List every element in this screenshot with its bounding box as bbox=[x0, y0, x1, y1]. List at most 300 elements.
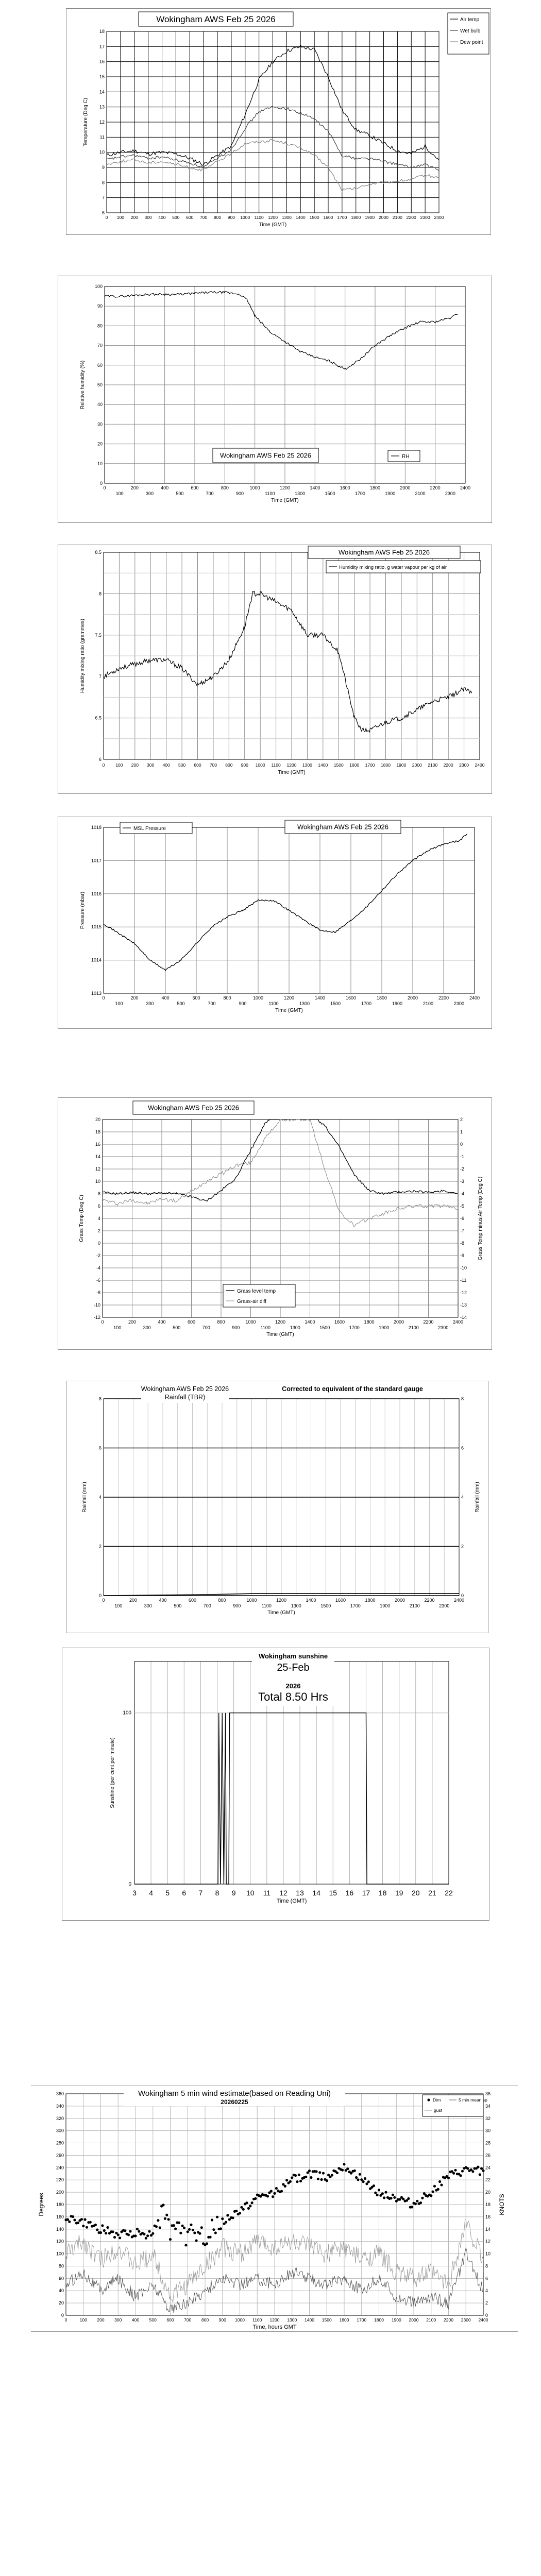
chart-title: Wokingham AWS Feb 25 2026 bbox=[156, 14, 276, 24]
x-tick-label-minor: 900 bbox=[233, 1603, 241, 1608]
direction-point bbox=[438, 2180, 441, 2183]
direction-point bbox=[235, 2210, 238, 2212]
y-axis-label: Relative humidity (%) bbox=[80, 360, 86, 410]
x-tick-label-minor: 900 bbox=[239, 1001, 247, 1006]
y-tick-label-right: 0 bbox=[461, 1593, 464, 1598]
rh-chart bbox=[58, 276, 492, 522]
x-tick-label-minor: 1100 bbox=[260, 1325, 270, 1330]
x-axis-label: Time (GMT) bbox=[267, 1610, 295, 1616]
x-tick-label: 22 bbox=[445, 1889, 453, 1897]
y-tick-label: 17 bbox=[99, 44, 105, 49]
x-tick-label-major: 200 bbox=[129, 1598, 138, 1603]
x-tick-label: 21 bbox=[428, 1889, 436, 1897]
direction-point bbox=[225, 2221, 227, 2224]
x-tick-label: 1400 bbox=[305, 2317, 314, 2323]
x-tick-label: 1100 bbox=[254, 215, 264, 220]
x-tick-label: 100 bbox=[79, 2317, 87, 2323]
y-tick-label: 11 bbox=[99, 134, 105, 140]
direction-point bbox=[407, 2197, 410, 2200]
direction-point bbox=[432, 2191, 434, 2193]
direction-point bbox=[376, 2194, 379, 2196]
x-tick-label-major: 800 bbox=[218, 1598, 226, 1603]
y-tick-label: 100 bbox=[94, 284, 103, 289]
x-tick-label-minor: 1900 bbox=[379, 1325, 390, 1330]
direction-point bbox=[305, 2176, 307, 2178]
x-tick-label: 900 bbox=[218, 2317, 226, 2323]
x-tick-label-minor: 1300 bbox=[290, 1325, 300, 1330]
x-tick-label: 2000 bbox=[409, 2317, 419, 2323]
x-tick-label-major: 1200 bbox=[275, 1319, 286, 1325]
y-tick-label: 15 bbox=[99, 74, 105, 79]
x-tick-label-major: 1200 bbox=[283, 995, 295, 1001]
y-tick-label-right: 30 bbox=[485, 2128, 491, 2133]
y-axis-label-right: KNOTS bbox=[498, 2194, 505, 2215]
y-tick-label: 10 bbox=[97, 461, 103, 466]
y-tick-label-right: 26 bbox=[485, 2153, 491, 2158]
x-tick-label: 13 bbox=[296, 1889, 304, 1897]
x-tick-label-major: 2400 bbox=[453, 1598, 465, 1603]
y-tick-label: 6 bbox=[98, 757, 102, 762]
x-tick-label: 900 bbox=[227, 215, 235, 220]
x-tick-label: 1300 bbox=[287, 2317, 297, 2323]
direction-point bbox=[266, 2195, 269, 2197]
y-tick-label: 90 bbox=[97, 303, 103, 309]
direction-point bbox=[294, 2174, 297, 2177]
direction-point bbox=[240, 2206, 243, 2209]
x-tick-label-minor: 2300 bbox=[453, 1001, 465, 1006]
x-tick-label: 2000 bbox=[379, 215, 388, 220]
y-tick-label-right: 4 bbox=[485, 2288, 488, 2294]
y-tick-label-left: 18 bbox=[95, 1129, 100, 1134]
y-tick-label: 18 bbox=[99, 29, 105, 34]
y-tick-label-right: 36 bbox=[485, 2091, 491, 2096]
x-tick-label-major: 1800 bbox=[365, 1598, 376, 1603]
legend-label: Grass level temp bbox=[237, 1289, 276, 1294]
direction-point bbox=[99, 2231, 102, 2234]
chart-title: Wokingham sunshine bbox=[258, 1652, 328, 1660]
chart-date: 25-Feb bbox=[277, 1662, 310, 1673]
x-tick-label-major: 800 bbox=[223, 995, 231, 1001]
x-tick-label-minor: 1700 bbox=[354, 491, 365, 496]
y-tick-label-left: 320 bbox=[56, 2115, 64, 2121]
x-tick-label-minor: 2100 bbox=[408, 1325, 419, 1330]
x-tick-label-major: 2200 bbox=[430, 485, 441, 490]
chart-subtitle: 20260225 bbox=[221, 2098, 248, 2106]
x-tick-label: 400 bbox=[131, 2317, 140, 2323]
x-tick-label-minor: 2300 bbox=[445, 491, 455, 496]
x-tick-label-minor: 1500 bbox=[330, 1001, 341, 1006]
y-tick-label-left: -12 bbox=[93, 1315, 100, 1320]
y-tick-label-left: 180 bbox=[56, 2202, 64, 2207]
x-tick-label: 200 bbox=[130, 215, 138, 220]
y-tick-label-left: 300 bbox=[56, 2128, 64, 2133]
y-tick-label-right: 8 bbox=[461, 1396, 464, 1401]
direction-point bbox=[471, 2170, 474, 2173]
y-tick-label-left: 12 bbox=[95, 1166, 100, 1172]
x-axis-label: Time (GMT) bbox=[278, 770, 306, 775]
direction-point bbox=[251, 2201, 253, 2204]
y-tick-label-right: 32 bbox=[485, 2115, 491, 2121]
y-axis-label: Humidity mixing ratio (grammes) bbox=[80, 619, 86, 693]
y-tick-label: 1014 bbox=[91, 957, 102, 963]
direction-point bbox=[77, 2222, 79, 2224]
direction-point bbox=[353, 2170, 356, 2172]
x-tick-label-minor: 700 bbox=[208, 1001, 216, 1006]
y-tick-label: 7 bbox=[102, 195, 105, 200]
x-tick-label-major: 400 bbox=[161, 485, 169, 490]
x-tick-label-minor: 1100 bbox=[265, 491, 275, 496]
direction-point bbox=[242, 2208, 245, 2211]
y-tick-label-left: 14 bbox=[95, 1154, 100, 1159]
direction-point bbox=[157, 2219, 159, 2222]
direction-point bbox=[355, 2176, 358, 2179]
direction-point bbox=[117, 2233, 120, 2236]
x-tick-label-major: 1600 bbox=[334, 1319, 345, 1325]
x-tick-label: 4 bbox=[149, 1889, 154, 1897]
x-tick-label: 100 bbox=[116, 215, 124, 220]
x-tick-label-major: 2200 bbox=[424, 1598, 435, 1603]
direction-point bbox=[162, 2204, 164, 2206]
y-tick-label-left: 160 bbox=[56, 2214, 64, 2219]
y-tick-label-left: 0 bbox=[61, 2313, 64, 2318]
x-tick-label: 1900 bbox=[365, 215, 375, 220]
y-tick-label-right: 6 bbox=[461, 1445, 464, 1451]
y-tick-label-right: 12 bbox=[485, 2239, 491, 2244]
direction-point bbox=[298, 2174, 300, 2176]
x-tick-label-major: 1200 bbox=[279, 485, 291, 490]
legend-label: Wet bulb bbox=[460, 28, 481, 34]
chart-title: Wokingham AWS Feb 25 2026 bbox=[338, 548, 430, 556]
x-tick-label: 2200 bbox=[443, 762, 453, 768]
y-tick-label: 8.5 bbox=[95, 550, 102, 555]
x-axis-label: Time (GMT) bbox=[276, 1898, 307, 1904]
direction-point bbox=[392, 2194, 394, 2196]
y-axis-label-right: Grass Temp minus Air Temp (Deg C) bbox=[478, 1176, 483, 1261]
direction-point bbox=[68, 2221, 71, 2223]
x-tick-label: 2100 bbox=[392, 215, 402, 220]
x-tick-label: 10 bbox=[246, 1889, 255, 1897]
direction-point bbox=[315, 2170, 317, 2173]
legend-label: Air temp bbox=[460, 17, 480, 23]
direction-point bbox=[219, 2227, 222, 2230]
x-tick-label-minor: 900 bbox=[235, 491, 244, 496]
direction-point bbox=[280, 2190, 283, 2193]
direction-point bbox=[129, 2230, 131, 2232]
x-tick-label-major: 400 bbox=[159, 1598, 167, 1603]
x-tick-label-minor: 2300 bbox=[439, 1603, 450, 1608]
x-tick-label-minor: 2300 bbox=[438, 1325, 449, 1330]
direction-point bbox=[193, 2231, 196, 2234]
direction-point bbox=[447, 2177, 450, 2179]
x-tick-label: 300 bbox=[114, 2317, 122, 2323]
direction-point bbox=[454, 2169, 457, 2172]
y-tick-label: 7 bbox=[98, 674, 102, 680]
direction-point bbox=[308, 2170, 311, 2172]
mixing-ratio-chart bbox=[58, 545, 492, 793]
x-tick-label: 1700 bbox=[357, 2317, 367, 2323]
direction-point bbox=[275, 2187, 278, 2190]
pressure-chart-panel bbox=[58, 817, 492, 1029]
x-tick-label: 1200 bbox=[286, 762, 297, 768]
x-tick-label: 0 bbox=[105, 215, 108, 220]
x-tick-label: 500 bbox=[172, 215, 180, 220]
direction-point bbox=[317, 2178, 319, 2180]
y-tick-label-right: 28 bbox=[485, 2140, 491, 2146]
x-tick-label-major: 1200 bbox=[276, 1598, 287, 1603]
direction-point bbox=[343, 2163, 345, 2165]
x-tick-label: 2300 bbox=[459, 762, 469, 768]
y-tick-label-right: 20 bbox=[485, 2190, 491, 2195]
x-tick-label: 800 bbox=[213, 215, 222, 220]
y-tick-label-right: -11 bbox=[460, 1278, 467, 1283]
chart-title: Wokingham 5 min wind estimate(based on Reading Uni) bbox=[138, 2089, 331, 2098]
x-tick-label-minor: 700 bbox=[203, 1603, 211, 1608]
direction-point bbox=[357, 2178, 359, 2181]
x-tick-label-major: 200 bbox=[130, 995, 139, 1001]
direction-point bbox=[373, 2184, 375, 2187]
x-tick-label: 17 bbox=[362, 1889, 370, 1897]
direction-point bbox=[318, 2171, 321, 2174]
direction-point bbox=[384, 2191, 387, 2194]
x-tick-label: 2000 bbox=[412, 762, 422, 768]
y-tick-label-left: 16 bbox=[95, 1142, 100, 1147]
x-tick-label: 200 bbox=[97, 2317, 105, 2323]
direction-point bbox=[112, 2230, 114, 2233]
x-tick-label: 16 bbox=[345, 1889, 354, 1897]
direction-point bbox=[226, 2214, 229, 2216]
direction-point bbox=[433, 2185, 436, 2188]
x-tick-label: 0 bbox=[102, 762, 105, 768]
y-tick-label-right: -6 bbox=[460, 1216, 465, 1221]
direction-point bbox=[96, 2228, 98, 2231]
x-axis-label: Time (GMT) bbox=[259, 222, 287, 228]
direction-point bbox=[393, 2196, 396, 2199]
direction-point bbox=[326, 2179, 328, 2182]
y-tick-label-right: -14 bbox=[460, 1315, 467, 1320]
x-tick-label-major: 0 bbox=[102, 995, 105, 1001]
x-tick-label: 700 bbox=[209, 762, 217, 768]
direction-point bbox=[331, 2174, 333, 2176]
y-tick-label: 16 bbox=[99, 59, 105, 64]
direction-point bbox=[106, 2226, 109, 2229]
x-tick-label-minor: 100 bbox=[115, 491, 124, 496]
sunshine-chart bbox=[62, 1648, 489, 1920]
x-tick-label-minor: 500 bbox=[174, 1603, 182, 1608]
x-tick-label-major: 2000 bbox=[400, 485, 411, 490]
direction-point bbox=[245, 2201, 248, 2204]
direction-point bbox=[195, 2239, 198, 2242]
direction-point bbox=[247, 2207, 250, 2210]
x-tick-label: 1000 bbox=[235, 2317, 245, 2323]
x-tick-label: 900 bbox=[241, 762, 248, 768]
x-tick-label: 1000 bbox=[255, 762, 265, 768]
x-tick-label: 2400 bbox=[478, 2317, 488, 2323]
direction-point bbox=[364, 2177, 366, 2180]
direction-point bbox=[381, 2192, 384, 2195]
legend-label: Dew point bbox=[460, 40, 483, 45]
y-tick-label-left: 260 bbox=[56, 2153, 64, 2158]
direction-point bbox=[289, 2180, 292, 2183]
x-tick-label-major: 2400 bbox=[469, 995, 480, 1001]
direction-point bbox=[127, 2233, 130, 2236]
x-tick-label: 1100 bbox=[252, 2317, 262, 2323]
direction-point bbox=[119, 2236, 121, 2239]
x-tick-label: 1600 bbox=[323, 215, 333, 220]
y-tick-label-left: -10 bbox=[93, 1302, 100, 1308]
chart-title: Wokingham AWS Feb 25 2026 bbox=[147, 1104, 240, 1112]
chart-title: Wokingham AWS Feb 25 2026 bbox=[297, 823, 389, 831]
y-tick-label-left: 340 bbox=[56, 2103, 64, 2109]
x-tick-label-major: 1600 bbox=[340, 485, 350, 490]
y-tick-label-right: -1 bbox=[460, 1154, 465, 1159]
y-tick-label: 13 bbox=[99, 104, 105, 110]
x-tick-label: 500 bbox=[178, 762, 186, 768]
direction-point bbox=[378, 2189, 380, 2191]
x-tick-label: 11 bbox=[263, 1889, 271, 1897]
direction-point bbox=[310, 2176, 312, 2179]
x-tick-label-major: 1000 bbox=[252, 995, 264, 1001]
y-axis-label: Temperature (Deg C) bbox=[83, 98, 89, 146]
y-axis-label-right: Rainfall (mm) bbox=[475, 1482, 480, 1513]
x-tick-label-minor: 700 bbox=[206, 491, 214, 496]
x-tick-label: 12 bbox=[279, 1889, 288, 1897]
legend-label: MSL Pressure bbox=[133, 826, 166, 832]
y-axis-label-left: Degrees bbox=[38, 2193, 45, 2216]
x-tick-label: 1400 bbox=[295, 215, 306, 220]
y-tick-label-left: -6 bbox=[96, 1278, 100, 1283]
direction-point bbox=[206, 2242, 208, 2245]
direction-point bbox=[167, 2218, 170, 2221]
x-tick-label-major: 1800 bbox=[364, 1319, 375, 1325]
x-tick-label-minor: 2100 bbox=[409, 1603, 420, 1608]
wind-bottom-rule bbox=[31, 2331, 518, 2332]
y-tick-label: 1016 bbox=[91, 891, 102, 896]
y-tick-label: 30 bbox=[97, 421, 103, 427]
x-tick-label-major: 2000 bbox=[407, 995, 418, 1001]
chart-year: 2026 bbox=[285, 1682, 301, 1690]
legend-label: 5 min mean sp bbox=[459, 2097, 487, 2103]
direction-point bbox=[466, 2167, 469, 2170]
direction-point bbox=[414, 2202, 417, 2205]
direction-point bbox=[416, 2200, 418, 2202]
x-tick-label-major: 2200 bbox=[438, 995, 449, 1001]
y-tick-label: 9 bbox=[102, 165, 105, 170]
x-tick-label: 9 bbox=[231, 1889, 236, 1897]
direction-point bbox=[336, 2172, 339, 2174]
y-tick-label-left: 6 bbox=[98, 1445, 102, 1451]
x-tick-label: 400 bbox=[158, 215, 166, 220]
y-tick-label-right: 18 bbox=[485, 2202, 491, 2207]
x-tick-label-major: 600 bbox=[188, 1598, 197, 1603]
x-tick-label-major: 1000 bbox=[249, 485, 260, 490]
x-tick-label-major: 1400 bbox=[314, 995, 326, 1001]
temperature-chart-panel bbox=[66, 8, 491, 235]
x-tick-label: 2100 bbox=[426, 2317, 436, 2323]
y-tick-label-right: 10 bbox=[485, 2251, 491, 2257]
x-axis-label: Time (GMT) bbox=[266, 1332, 294, 1337]
direction-point bbox=[322, 2172, 325, 2175]
y-tick-label-right: -3 bbox=[460, 1179, 465, 1184]
direction-point bbox=[480, 2167, 483, 2170]
direction-point bbox=[341, 2169, 344, 2172]
direction-point bbox=[216, 2216, 218, 2218]
x-tick-label: 15 bbox=[329, 1889, 337, 1897]
direction-point bbox=[134, 2234, 137, 2237]
direction-point bbox=[270, 2190, 273, 2192]
direction-point bbox=[411, 2206, 413, 2208]
direction-point bbox=[291, 2176, 293, 2179]
y-tick-label-left: 220 bbox=[56, 2177, 64, 2183]
direction-point bbox=[181, 2225, 184, 2227]
x-tick-label-minor: 500 bbox=[177, 1001, 185, 1006]
y-tick-label-left: 4 bbox=[97, 1216, 100, 1221]
temperature-chart bbox=[66, 9, 491, 234]
chart-title: Wokingham AWS Feb 25 2026 bbox=[141, 1385, 229, 1393]
x-tick-label-minor: 1100 bbox=[261, 1603, 272, 1608]
y-tick-label-left: 100 bbox=[56, 2251, 64, 2257]
y-tick-label-right: 0 bbox=[460, 1142, 463, 1147]
x-tick-label-major: 0 bbox=[103, 485, 106, 490]
direction-point bbox=[367, 2180, 370, 2183]
legend-swatch bbox=[427, 2098, 430, 2101]
direction-point bbox=[440, 2183, 443, 2186]
x-tick-label-minor: 1700 bbox=[350, 1603, 361, 1608]
x-tick-label-minor: 1900 bbox=[392, 1001, 403, 1006]
x-tick-label-minor: 1900 bbox=[380, 1603, 391, 1608]
x-tick-label-minor: 300 bbox=[145, 491, 154, 496]
x-tick-label: 2100 bbox=[428, 762, 438, 768]
x-tick-label-major: 1000 bbox=[245, 1319, 256, 1325]
direction-point bbox=[183, 2227, 185, 2229]
direction-point bbox=[365, 2182, 368, 2185]
direction-point bbox=[164, 2217, 166, 2220]
wind-chart bbox=[31, 2088, 518, 2330]
y-axis-label-left: Grass Temp (Deg C) bbox=[79, 1195, 84, 1242]
y-tick-label-left: 120 bbox=[56, 2239, 64, 2244]
y-tick-label-left: 280 bbox=[56, 2140, 64, 2146]
direction-point bbox=[159, 2226, 161, 2229]
direction-point bbox=[211, 2218, 213, 2221]
direction-point bbox=[184, 2244, 187, 2246]
direction-point bbox=[249, 2205, 251, 2207]
x-tick-label-minor: 2100 bbox=[422, 1001, 434, 1006]
y-tick-label-left: -2 bbox=[96, 1253, 100, 1258]
direction-point bbox=[155, 2225, 158, 2228]
direction-point bbox=[89, 2221, 92, 2224]
direction-point bbox=[254, 2197, 257, 2200]
y-tick-label-left: 10 bbox=[95, 1179, 100, 1184]
x-tick-label-minor: 300 bbox=[143, 1325, 151, 1330]
direction-point bbox=[239, 2212, 241, 2214]
pressure-chart bbox=[58, 817, 492, 1028]
direction-point bbox=[452, 2172, 455, 2175]
y-tick-label: 1018 bbox=[91, 825, 102, 830]
direction-point bbox=[390, 2197, 393, 2199]
y-tick-label-left: 200 bbox=[56, 2190, 64, 2195]
y-tick-label-left: 4 bbox=[98, 1495, 102, 1500]
y-tick-label: 100 bbox=[123, 1710, 131, 1716]
x-tick-label: 1900 bbox=[391, 2317, 401, 2323]
x-tick-label: 1900 bbox=[396, 762, 407, 768]
direction-point bbox=[124, 2229, 126, 2232]
y-tick-label: 50 bbox=[97, 382, 103, 387]
direction-point bbox=[190, 2224, 192, 2226]
x-tick-label-minor: 900 bbox=[232, 1325, 240, 1330]
direction-point bbox=[113, 2236, 116, 2239]
y-axis-label-left: Rainfall (mm) bbox=[82, 1482, 88, 1513]
x-tick-label: 300 bbox=[144, 215, 152, 220]
x-tick-label-major: 600 bbox=[187, 1319, 196, 1325]
